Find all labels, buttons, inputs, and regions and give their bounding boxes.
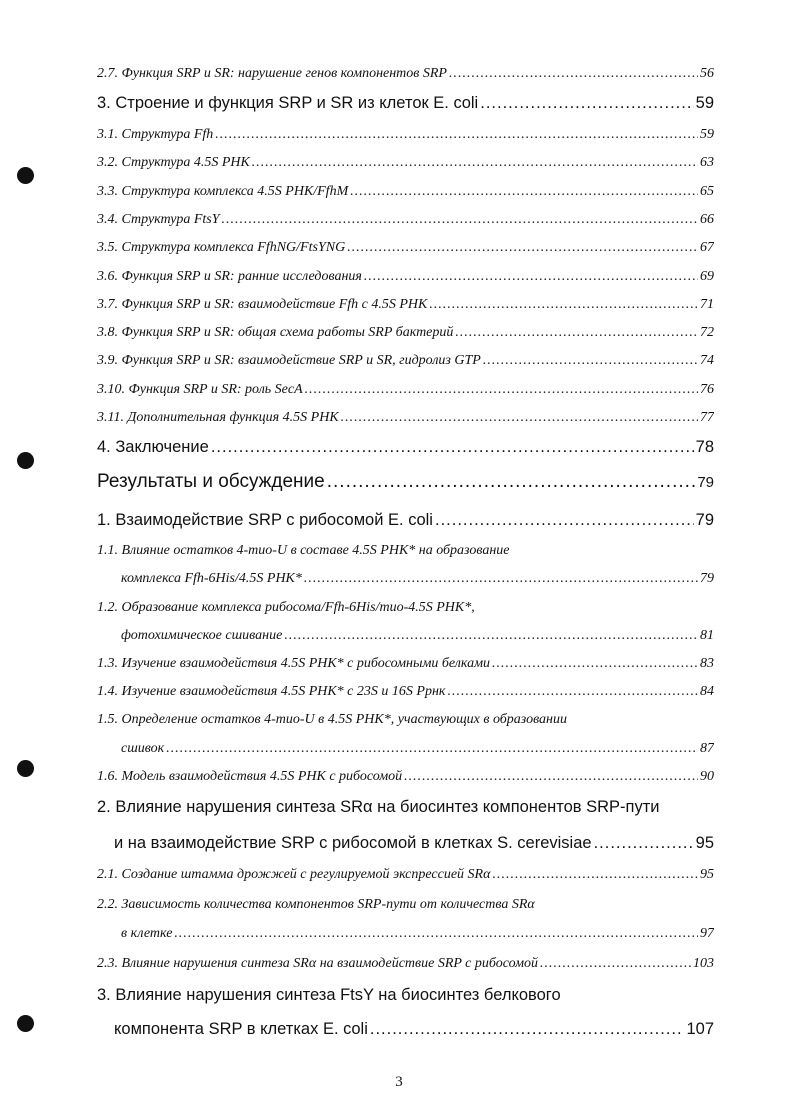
toc-entry-3-3[interactable]: 3.3. Структура комплекса 4.5S РНК/FfhM ..... 65 xyxy=(97,184,714,200)
toc-entry-1-2-line1: 1.2. Образование комплекса рибосома/Ffh-6His/тио-4.5S РНК*, xyxy=(97,600,475,615)
toc-results-section-1[interactable]: 1. Взаимодействие SRP с рибосомой E. coli ..... 79 xyxy=(97,511,714,530)
toc-entry-2-7[interactable]: 2.7. Функция SRP и SR: нарушение генов компонентов SRP ..... 56 xyxy=(97,66,714,82)
binder-hole-4 xyxy=(17,1015,34,1032)
toc-entry-1-1-line1: 1.1. Влияние остатков 4-тио-U в составе 4.5S РНК* на образование xyxy=(97,543,510,558)
toc-entry-3-1[interactable]: 3.1. Структура Ffh ..... 59 xyxy=(97,127,714,143)
toc-entry-3-2[interactable]: 3.2. Структура 4.5S РНК ..... 63 xyxy=(97,155,714,171)
toc-chapter-results[interactable]: Результаты и обсуждение ..... 79 xyxy=(97,471,714,493)
binder-hole-2 xyxy=(17,452,34,469)
toc-entry-3-6[interactable]: 3.6. Функция SRP и SR: ранние исследования ..... 69 xyxy=(97,269,714,285)
toc-entry-1-2[interactable]: фотохимическое сшивание ..... 81 xyxy=(121,628,714,644)
toc-entry-3-5[interactable]: 3.5. Структура комплекса FfhNG/FtsYNG ..... 67 xyxy=(97,240,714,256)
toc-entry-2-2[interactable]: в клетке ..... 97 xyxy=(121,926,714,942)
binder-hole-1 xyxy=(17,167,34,184)
toc-results-section-3-line1: 3. Влияние нарушения синтеза FtsY на биосинтез белкового xyxy=(97,986,561,1004)
toc-entry-3-7[interactable]: 3.7. Функция SRP и SR: взаимодействие Ffh с 4.5S РНК ..... 71 xyxy=(97,297,714,313)
toc-entry-1-5[interactable]: сшивок ..... 87 xyxy=(121,741,714,757)
binder-hole-3 xyxy=(17,760,34,777)
toc-entry-2-3[interactable]: 2.3. Влияние нарушения синтеза SRα на взаимодействие SRP с рибосомой ..... 103 xyxy=(97,956,714,972)
page-number: 3 xyxy=(395,1074,403,1090)
toc-entry-1-4[interactable]: 1.4. Изучение взаимодействия 4.5S РНК* с 23S и 16S Ррнк ..... 84 xyxy=(97,684,714,700)
toc-entry-1-3[interactable]: 1.3. Изучение взаимодействия 4.5S РНК* с рибосомными белками ..... 83 xyxy=(97,656,714,672)
toc-entry-3-10[interactable]: 3.10. Функция SRP и SR: роль SecA ..... 76 xyxy=(97,382,714,398)
toc-entry-3-9[interactable]: 3.9. Функция SRP и SR: взаимодействие SRP и SR, гидролиз GTP ..... 74 xyxy=(97,353,714,369)
toc-section-4[interactable]: 4. Заключение ..... 78 xyxy=(97,438,714,457)
toc-entry-1-1[interactable]: комплекса Ffh-6His/4.5S РНК* ..... 79 xyxy=(121,571,714,587)
toc-results-section-3[interactable]: компонента SRP в клетках E. coli ..... 107 xyxy=(114,1020,714,1039)
toc-entry-3-8[interactable]: 3.8. Функция SRP и SR: общая схема работы SRP бактерий ..... 72 xyxy=(97,325,714,341)
toc-results-section-2-line1: 2. Влияние нарушения синтеза SRα на биосинтез компонентов SRP-пути xyxy=(97,798,660,816)
toc-entry-2-2-line1: 2.2. Зависимость количества компонентов SRP-пути от количества SRα xyxy=(97,897,535,912)
toc-results-section-2[interactable]: и на взаимодействие SRP с рибосомой в клетках S. cerevisiae ..... 95 xyxy=(114,834,714,853)
toc-section-3[interactable]: 3. Строение и функция SRP и SR из клеток E. coli ..... 59 xyxy=(97,94,714,113)
toc-entry-2-1[interactable]: 2.1. Создание штамма дрожжей с регулируемой экспрессией SRα ..... 95 xyxy=(97,867,714,883)
toc-entry-1-5-line1: 1.5. Определение остатков 4-тио-U в 4.5S РНК*, участвующих в образовании xyxy=(97,712,567,727)
toc-entry-1-6[interactable]: 1.6. Модель взаимодействия 4.5S РНК с рибосомой ..... 90 xyxy=(97,769,714,785)
toc-entry-3-11[interactable]: 3.11. Дополнительная функция 4.5S РНК ..... 77 xyxy=(97,410,714,426)
toc-entry-3-4[interactable]: 3.4. Структура FtsY ..... 66 xyxy=(97,212,714,228)
